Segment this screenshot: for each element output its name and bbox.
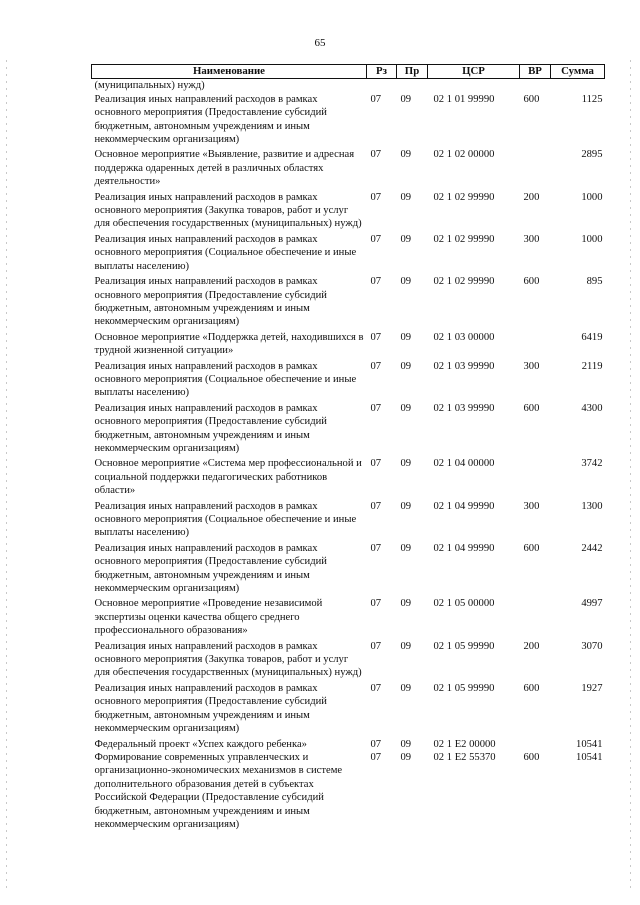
cell-pr: 09 (400, 331, 412, 343)
table-row (92, 331, 605, 360)
header-name: Наименование (92, 65, 367, 79)
table-row (92, 682, 605, 738)
table-body (92, 79, 605, 833)
cell-name: Основное мероприятие «Поддержка детей, находившихся в трудной жизненной ситуации» (94, 331, 364, 357)
cell-csr: 02 1 02 99990 (433, 191, 495, 203)
cell-pr: 09 (400, 458, 412, 470)
cell-name: Реализация иных направлений расходов в рамках основного мероприятия (Предоставление субсидий бюджетным, автономным учреждениям и иным некоммерческим организациям) (94, 402, 327, 454)
cell-sum: 2895 (581, 149, 603, 161)
cell-sum: 3070 (581, 640, 603, 652)
cell-sum: 1927 (581, 682, 603, 694)
cell-sum: 1300 (581, 500, 603, 512)
table-row (92, 542, 605, 598)
cell-csr: 02 1 01 99990 (433, 93, 495, 105)
cell-csr: 02 1 04 00000 (433, 458, 495, 470)
cell-pr: 09 (400, 751, 412, 763)
cell-vr (520, 738, 551, 751)
cell-csr: 02 1 E2 55370 (433, 751, 496, 763)
cell-rz (367, 79, 397, 93)
table-row (92, 500, 605, 542)
cell-rz: 07 (370, 149, 382, 161)
table-row (92, 93, 605, 149)
cell-rz: 07 (370, 360, 382, 372)
cell-pr: 09 (400, 149, 412, 161)
cell-rz: 07 (370, 331, 382, 343)
cell-vr: 600 (523, 751, 540, 763)
cell-csr: 02 1 05 99990 (433, 640, 495, 652)
cell-sum: 6419 (581, 331, 603, 343)
cell-name: Формирование современных управленческих и организационно-экономических механизмов в системе дополнительного образования детей в субъектах Российской Федерации (Предоставление субсидий бюджетным, автономным учреждениям и иным некоммерческим организациям) (94, 751, 343, 830)
cell-sum (551, 79, 605, 93)
table-row (92, 148, 605, 190)
header-pr: Пр (397, 65, 428, 79)
cell-sum: 4300 (581, 402, 603, 414)
cell-vr (520, 597, 551, 639)
cell-rz: 07 (370, 500, 382, 512)
cell-pr: 09 (400, 738, 412, 750)
cell-sum: 895 (586, 276, 603, 288)
cell-pr: 09 (400, 500, 412, 512)
cell-sum: 2442 (581, 542, 603, 554)
cell-csr: 02 1 03 00000 (433, 331, 495, 343)
cell-pr: 09 (400, 402, 412, 414)
cell-sum: 3742 (581, 458, 603, 470)
table-row (92, 751, 605, 833)
cell-csr: 02 1 03 99990 (433, 402, 495, 414)
cell-name: Реализация иных направлений расходов в рамках основного мероприятия (Социальное обеспечение и иные выплаты населению) (94, 360, 357, 399)
cell-vr: 600 (523, 402, 540, 414)
cell-csr: 02 1 04 99990 (433, 542, 495, 554)
cell-name: Реализация иных направлений расходов в рамках основного мероприятия (Предоставление субсидий бюджетным, автономным учреждениям и иным некоммерческим организациям) (94, 682, 327, 735)
table-row (92, 275, 605, 331)
cell-csr: 02 1 04 99990 (433, 500, 495, 512)
cell-name: Федеральный проект «Успех каждого ребенка» (94, 738, 307, 750)
cell-csr: 02 1 05 99990 (433, 682, 495, 694)
cell-vr: 300 (523, 233, 540, 245)
cell-name: (муниципальных) нужд) (94, 80, 205, 92)
header-vr: ВР (520, 65, 551, 79)
cell-rz: 07 (370, 682, 382, 694)
table-row (92, 79, 605, 93)
cell-vr (520, 79, 551, 93)
cell-name: Реализация иных направлений расходов в рамках основного мероприятия (Социальное обеспечение и иные выплаты населению) (94, 233, 357, 272)
cell-csr: 02 1 02 00000 (433, 149, 495, 161)
cell-name: Основное мероприятие «Проведение независимой экспертизы оценки качества общего среднего профессионального образования» (94, 598, 323, 637)
table-row (92, 360, 605, 402)
page-number: 65 (314, 37, 326, 49)
cell-vr: 300 (523, 360, 540, 372)
table-row (92, 597, 605, 639)
cell-sum: 2119 (581, 360, 603, 372)
cell-sum: 10541 (576, 751, 603, 763)
cell-name: Реализация иных направлений расходов в рамках основного мероприятия (Закупка товаров, работ и услуг для обеспечения государственных (муниципальных) нужд) (94, 640, 362, 679)
cell-pr: 09 (400, 640, 412, 652)
cell-rz: 07 (370, 598, 382, 610)
table-row (92, 457, 605, 499)
cell-vr: 600 (523, 542, 540, 554)
cell-pr: 09 (400, 598, 412, 610)
cell-sum: 10541 (576, 738, 603, 750)
cell-vr: 200 (523, 191, 540, 203)
cell-pr: 09 (400, 542, 412, 554)
cell-rz: 07 (370, 640, 382, 652)
cell-name: Основное мероприятие «Выявление, развитие и адресная поддержка одаренных детей в различных областях деятельности» (94, 149, 355, 188)
cell-name: Реализация иных направлений расходов в рамках основного мероприятия (Предоставление субсидий бюджетным, автономным учреждениям и иным некоммерческим организациям) (94, 276, 327, 328)
cell-pr: 09 (400, 682, 412, 694)
cell-name: Реализация иных направлений расходов в рамках основного мероприятия (Предоставление субсидий бюджетным, автономным учреждениям и иным некоммерческим организациям) (94, 93, 327, 146)
cell-vr (520, 457, 551, 499)
cell-csr: 02 1 05 00000 (433, 598, 495, 610)
cell-rz: 07 (370, 458, 382, 470)
cell-name: Реализация иных направлений расходов в рамках основного мероприятия (Предоставление субсидий бюджетным, автономным учреждениям и иным некоммерческим организациям) (94, 542, 327, 595)
header-csr: ЦСР (428, 65, 520, 79)
cell-pr: 09 (400, 233, 412, 245)
cell-sum: 1125 (581, 93, 603, 105)
header-sum: Сумма (551, 65, 605, 79)
cell-name: Реализация иных направлений расходов в рамках основного мероприятия (Закупка товаров, работ и услуг для обеспечения государственных (муниципальных) нужд) (94, 191, 362, 230)
cell-rz: 07 (370, 191, 382, 203)
cell-name: Основное мероприятие «Система мер профессиональной и социальной поддержки педагогических работников области» (94, 458, 362, 497)
left-edge-mark (6, 60, 7, 890)
cell-csr: 02 1 03 99990 (433, 360, 495, 372)
table-row (92, 738, 605, 751)
cell-rz: 07 (370, 402, 382, 414)
cell-pr: 09 (400, 191, 412, 203)
cell-sum: 4997 (581, 598, 603, 610)
table-row (92, 402, 605, 458)
cell-rz: 07 (370, 542, 382, 554)
cell-csr (428, 79, 520, 93)
cell-sum: 1000 (581, 191, 603, 203)
cell-pr: 09 (400, 276, 412, 288)
cell-csr: 02 1 02 99990 (433, 233, 495, 245)
cell-pr: 09 (400, 360, 412, 372)
cell-pr (397, 79, 428, 93)
cell-rz: 07 (370, 751, 382, 763)
table-row (92, 191, 605, 233)
table-row (92, 233, 605, 275)
table-row (92, 640, 605, 682)
cell-vr: 300 (523, 500, 540, 512)
cell-vr (520, 148, 551, 190)
cell-vr: 600 (523, 93, 540, 105)
budget-table (91, 64, 605, 833)
table-header-row (92, 65, 605, 79)
cell-pr: 09 (400, 93, 412, 105)
cell-vr: 600 (523, 682, 540, 694)
cell-csr: 02 1 E2 00000 (433, 738, 496, 750)
cell-sum: 1000 (581, 233, 603, 245)
cell-vr: 200 (523, 640, 540, 652)
cell-vr: 600 (523, 276, 540, 288)
right-edge-mark (630, 60, 631, 890)
cell-rz: 07 (370, 233, 382, 245)
cell-vr (520, 331, 551, 360)
cell-csr: 02 1 02 99990 (433, 276, 495, 288)
cell-name: Реализация иных направлений расходов в рамках основного мероприятия (Социальное обеспечение и иные выплаты населению) (94, 500, 357, 539)
cell-rz: 07 (370, 738, 382, 750)
cell-rz: 07 (370, 93, 382, 105)
header-rz: Рз (367, 65, 397, 79)
cell-rz: 07 (370, 276, 382, 288)
